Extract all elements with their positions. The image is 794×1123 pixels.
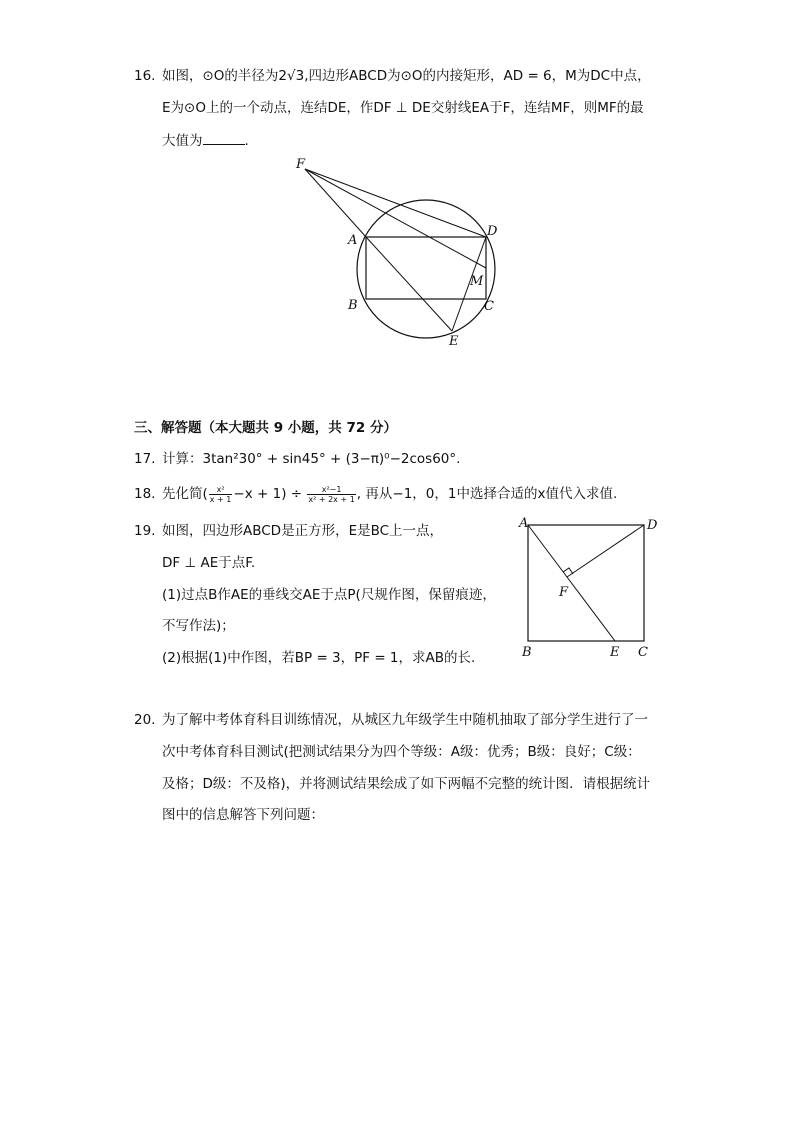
label-c: C [484, 299, 494, 314]
label-e: E [449, 334, 459, 349]
fraction-2-denominator: x² + 2x + 1 [308, 494, 355, 504]
q19-text-line5: (2)根据(1)中作图，若BP = 3，PF = 1，求AB的长. [162, 650, 476, 666]
q16-text-line1: 如图，⊙O的半径为2√3,四边形ABCD为⊙O的内接矩形，AD = 6，M为DC中点， [162, 68, 651, 84]
q18-pre: 先化简( [162, 486, 208, 502]
q17-number: 17. [134, 451, 156, 467]
q16-number: 16. [134, 68, 156, 84]
fraction-2-numerator: x²−1 [307, 485, 355, 495]
q18-mid: −x + 1) ÷ [233, 486, 303, 502]
q20-text-line3: 及格；D级：不及格)，并将测试结果绘成了如下两幅不完整的统计图．请根据统计 [162, 776, 651, 792]
q20-number: 20. [134, 712, 156, 728]
label-a: A [348, 233, 358, 248]
q16-line3-text: 大值为 [162, 133, 203, 149]
fraction-1-denominator: x + 1 [209, 494, 232, 504]
q19-text-line3: (1)过点B作AE的垂线交AE于点P(尺规作图，保留痕迹， [162, 587, 496, 603]
section-title: 三、解答题（本大题共 9 小题，共 72 分） [134, 420, 397, 436]
label-m: M [470, 274, 484, 289]
label-b: B [522, 645, 532, 660]
label-b: B [348, 298, 358, 313]
q19-text-line4: 不写作法)； [162, 618, 235, 634]
segment-df [567, 525, 644, 577]
label-a: A [519, 516, 529, 531]
label-f: F [559, 585, 569, 600]
q18-post: , 再从−1，0，1中选择合适的x值代入求值. [356, 486, 618, 502]
q20-text-line1: 为了解中考体育科目训练情况，从城区九年级学生中随机抽取了部分学生进行了一 [162, 712, 648, 728]
segment-ae [528, 525, 615, 641]
q17-text: 计算：3tan²30° + sin45° + (3−π)⁰−2cos60°. [162, 451, 461, 467]
label-f: F [296, 157, 306, 172]
q19-text-line2: DF ⊥ AE于点F. [162, 555, 256, 571]
q16-line3-period: . [244, 133, 249, 149]
label-c: C [638, 645, 648, 660]
q19-text-line1: 如图，四边形ABCD是正方形，E是BC上一点， [162, 523, 444, 539]
square-abcd [528, 525, 644, 641]
label-e: E [610, 645, 620, 660]
fraction-1-numerator: x² [209, 485, 233, 495]
label-d: D [487, 224, 498, 239]
q18-number: 18. [134, 486, 156, 502]
q19-number: 19. [134, 523, 156, 539]
q20-text-line4: 图中的信息解答下列问题： [162, 807, 324, 823]
q20-text-line2: 次中考体育科目测试(把测试结果分为四个等级：A级：优秀；B级：良好；C级： [162, 744, 641, 760]
q16-text-line2: E为⊙O上的一个动点，连结DE，作DF ⊥ DE交射线EA于F，连结MF，则MF的最 [162, 100, 644, 116]
label-d: D [647, 518, 658, 533]
